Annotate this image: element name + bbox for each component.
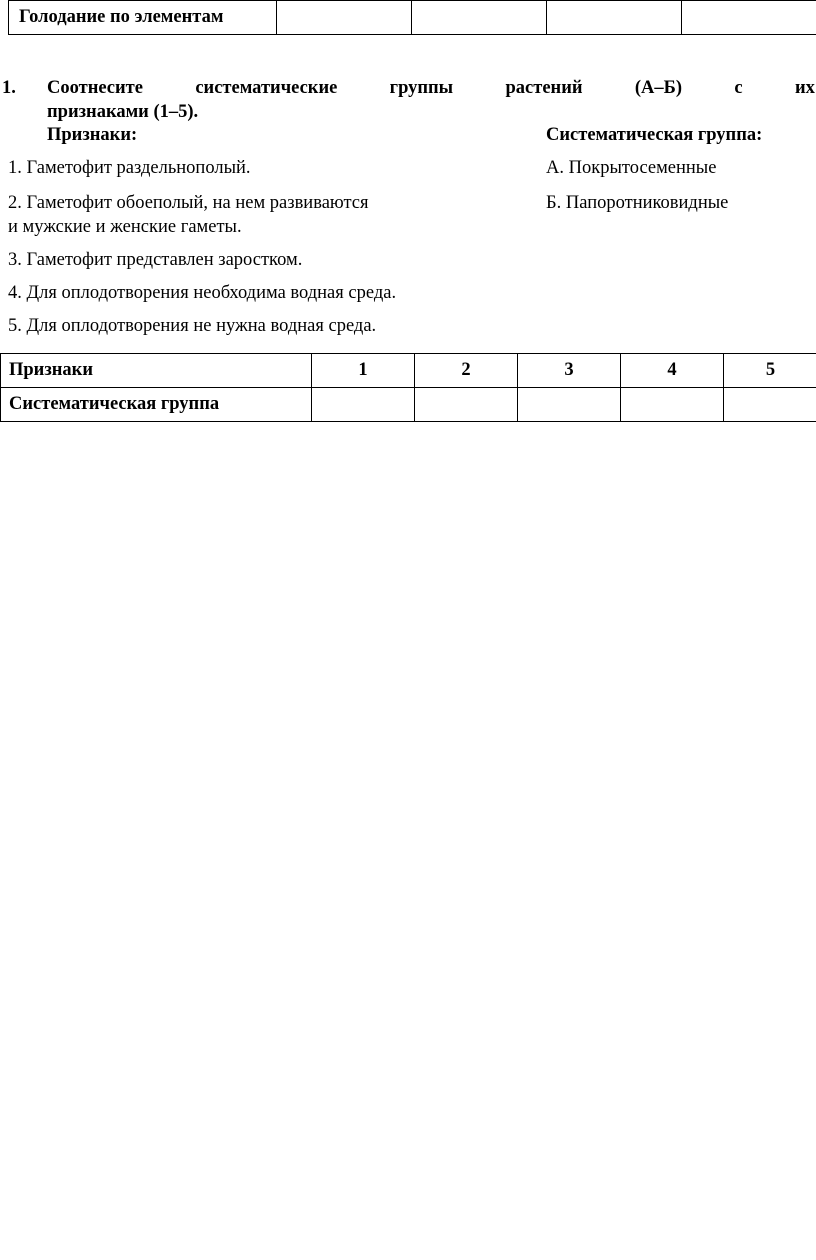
answer-number-cell: 5 bbox=[724, 354, 816, 388]
answer-number-cell: 3 bbox=[518, 354, 621, 388]
question-word: их bbox=[795, 78, 815, 98]
answer-input-cell[interactable] bbox=[415, 388, 518, 422]
feature-item: 4. Для оплодотворения необходима водная среда. bbox=[8, 283, 397, 303]
top-table-label: Голодание по элементам bbox=[9, 1, 277, 35]
answer-row-label: Признаки bbox=[1, 354, 312, 388]
group-item: Б. Папоротниковидные bbox=[546, 193, 729, 213]
question-word: растений bbox=[505, 78, 583, 98]
feature-item: 2. Гаметофит обоеполый, на нем развиваются bbox=[8, 193, 369, 213]
top-table-cell bbox=[547, 1, 682, 35]
top-table-cell bbox=[412, 1, 547, 35]
question-word: группы bbox=[389, 78, 454, 98]
features-heading: Признаки: bbox=[47, 125, 138, 145]
question-word: (А–Б) bbox=[634, 78, 683, 98]
feature-item: 3. Гаметофит представлен заростком. bbox=[8, 250, 303, 270]
group-item: А. Покрытосеменные bbox=[546, 158, 717, 178]
question-text-line2: признаками (1–5). bbox=[47, 102, 199, 122]
table-row bbox=[1, 388, 816, 422]
top-table bbox=[8, 0, 816, 35]
answer-row-label: Систематическая группа bbox=[1, 388, 312, 422]
feature-item: 1. Гаметофит раздельнополый. bbox=[8, 158, 251, 178]
question-text-line1 bbox=[47, 78, 815, 99]
question-number: 1. bbox=[2, 78, 16, 98]
answer-input-cell[interactable] bbox=[518, 388, 621, 422]
table-row bbox=[1, 354, 816, 388]
question-word: с bbox=[734, 78, 743, 98]
answer-input-cell[interactable] bbox=[724, 388, 816, 422]
answer-input-cell[interactable] bbox=[621, 388, 724, 422]
feature-item: 5. Для оплодотворения не нужна водная среда. bbox=[8, 316, 377, 336]
answer-number-cell: 4 bbox=[621, 354, 724, 388]
answer-table bbox=[0, 353, 816, 422]
answer-input-cell[interactable] bbox=[312, 388, 415, 422]
top-table-cell bbox=[682, 1, 816, 35]
table-row bbox=[9, 1, 816, 35]
answer-number-cell: 1 bbox=[312, 354, 415, 388]
question-word: Соотнесите bbox=[47, 78, 143, 98]
groups-heading: Систематическая группа: bbox=[546, 125, 763, 145]
answer-number-cell: 2 bbox=[415, 354, 518, 388]
feature-item-continuation: и мужские и женские гаметы. bbox=[8, 217, 242, 237]
top-table-cell bbox=[277, 1, 412, 35]
question-word: систематические bbox=[195, 78, 338, 98]
